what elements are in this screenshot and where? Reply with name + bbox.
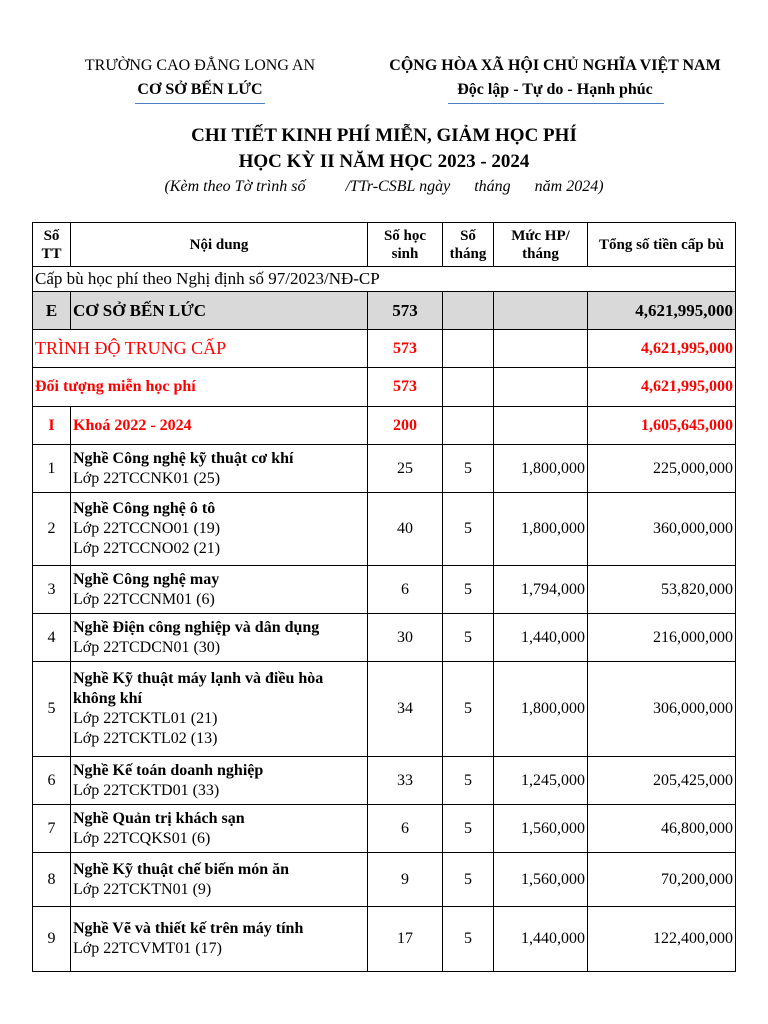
row-stt: 1: [33, 445, 71, 493]
row-months: 5: [443, 566, 494, 614]
national-motto: Độc lập - Tự do - Hạnh phúc: [457, 81, 653, 98]
campus-row-count: 573: [368, 292, 443, 330]
row-months: 5: [443, 662, 494, 757]
row-student-count: 6: [368, 566, 443, 614]
profession-name: Nghề Điện công nghiệp và dân dụng: [73, 618, 320, 636]
campus-name: CƠ SỞ BẾN LỨC: [137, 81, 263, 98]
cohort-row-months: [443, 407, 494, 445]
campus-underline: [135, 103, 265, 104]
row-total: 70,200,000: [588, 853, 736, 907]
col-header-stt: Số TT: [33, 223, 71, 267]
col-header-noi-dung: Nội dung: [71, 223, 368, 267]
subject-row: [33, 368, 736, 407]
level-row-total: 4,621,995,000: [588, 330, 736, 368]
table-row: [33, 662, 736, 757]
cohort-row-fee: [494, 407, 588, 445]
national-header: [368, 54, 742, 104]
class-name: Lớp 22TCCNK01 (25): [73, 469, 221, 487]
row-months: 5: [443, 493, 494, 566]
row-months: 5: [443, 907, 494, 972]
row-stt: 3: [33, 566, 71, 614]
row-monthly-fee: 1,800,000: [494, 493, 588, 566]
cohort-row-name: Khoá 2022 - 2024: [71, 407, 368, 445]
class-name: Lớp 22TCKTL01 (21): [73, 710, 218, 727]
class-name: Lớp 22TCDCN01 (30): [73, 638, 221, 656]
class-name: Lớp 22TCVMT01 (17): [73, 940, 222, 957]
row-total: 360,000,000: [588, 493, 736, 566]
row-content: [71, 907, 368, 972]
table-row: [33, 445, 736, 493]
row-student-count: 33: [368, 757, 443, 805]
table-row: [33, 566, 736, 614]
campus-row-stt: E: [33, 292, 71, 330]
row-months: 5: [443, 853, 494, 907]
row-monthly-fee: 1,245,000: [494, 757, 588, 805]
document-subtitle-term: HỌC KỲ II NĂM HỌC 2023 - 2024: [238, 151, 530, 172]
nation-name: CỘNG HÒA XÃ HỘI CHỦ NGHĨA VIỆT NAM: [389, 57, 721, 74]
table-row: [33, 614, 736, 662]
level-row: [33, 330, 736, 368]
profession-name: Nghề Công nghệ ô tô: [73, 500, 216, 517]
row-student-count: 30: [368, 614, 443, 662]
col-header-muc-hp: Mức HP/ tháng: [494, 223, 588, 267]
profession-name: Nghề Kỹ thuật máy lạnh và điều hòa không khí: [73, 670, 324, 707]
school-header: [60, 54, 340, 104]
table-row: [33, 757, 736, 805]
class-name: Lớp 22TCQKS01 (6): [73, 829, 211, 847]
profession-name: Nghề Kế toán doanh nghiệp: [73, 761, 264, 779]
row-content: [71, 566, 368, 614]
row-content: [71, 805, 368, 853]
row-stt: 8: [33, 853, 71, 907]
section-label: Cấp bù học phí theo Nghị định số 97/2023/NĐ-CP: [33, 267, 736, 292]
campus-row-name: CƠ SỞ BẾN LỨC: [71, 292, 368, 330]
row-content: [71, 757, 368, 805]
profession-name: Nghề Quản trị khách sạn: [73, 809, 245, 827]
row-content: [71, 853, 368, 907]
campus-row-total: 4,621,995,000: [588, 292, 736, 330]
row-total: 53,820,000: [588, 566, 736, 614]
motto-underline: [448, 103, 664, 104]
subject-row-total: 4,621,995,000: [588, 368, 736, 407]
row-monthly-fee: 1,800,000: [494, 445, 588, 493]
row-student-count: 17: [368, 907, 443, 972]
table-row: [33, 493, 736, 566]
row-total: 306,000,000: [588, 662, 736, 757]
document-title: CHI TIẾT KINH PHÍ MIỄN, GIẢM HỌC PHÍ: [191, 125, 577, 146]
row-months: 5: [443, 445, 494, 493]
subject-row-months: [443, 368, 494, 407]
subject-row-name: Đối tượng miễn học phí: [33, 368, 368, 407]
row-student-count: 9: [368, 853, 443, 907]
fee-detail-table: [32, 222, 736, 972]
row-total: 225,000,000: [588, 445, 736, 493]
reference-note-text: (Kèm theo Tờ trình số /TTr-CSBL ngày tháng năm 2024): [164, 178, 604, 195]
row-student-count: 34: [368, 662, 443, 757]
cohort-row-stt: I: [33, 407, 71, 445]
row-monthly-fee: 1,440,000: [494, 907, 588, 972]
row-monthly-fee: 1,794,000: [494, 566, 588, 614]
row-stt: 6: [33, 757, 71, 805]
level-row-fee: [494, 330, 588, 368]
document-reference-note: [0, 176, 768, 198]
row-total: 122,400,000: [588, 907, 736, 972]
col-header-so-hs: Số học sinh: [368, 223, 443, 267]
row-content: [71, 662, 368, 757]
row-total: 205,425,000: [588, 757, 736, 805]
row-content: [71, 445, 368, 493]
subject-row-fee: [494, 368, 588, 407]
subject-row-count: 573: [368, 368, 443, 407]
campus-row: [33, 292, 736, 330]
row-student-count: 25: [368, 445, 443, 493]
table-row: [33, 907, 736, 972]
row-monthly-fee: 1,560,000: [494, 805, 588, 853]
profession-name: Nghề Kỹ thuật chế biến món ăn: [73, 860, 290, 878]
section-row: [33, 267, 736, 292]
col-header-so-thang: Số tháng: [443, 223, 494, 267]
campus-row-fee: [494, 292, 588, 330]
class-name: Lớp 22TCKTN01 (9): [73, 880, 212, 898]
row-months: 5: [443, 805, 494, 853]
row-student-count: 40: [368, 493, 443, 566]
row-stt: 7: [33, 805, 71, 853]
row-total: 46,800,000: [588, 805, 736, 853]
level-row-name: TRÌNH ĐỘ TRUNG CẤP: [33, 330, 368, 368]
campus-row-months: [443, 292, 494, 330]
profession-name: Nghề Vẽ và thiết kế trên máy tính: [73, 920, 304, 937]
class-name: Lớp 22TCKTL02 (13): [73, 730, 218, 747]
profession-name: Nghề Công nghệ may: [73, 570, 220, 588]
cohort-row-total: 1,605,645,000: [588, 407, 736, 445]
profession-name: Nghề Công nghệ kỹ thuật cơ khí: [73, 449, 294, 467]
row-monthly-fee: 1,800,000: [494, 662, 588, 757]
class-name: Lớp 22TCCNO02 (21): [73, 540, 221, 557]
row-months: 5: [443, 614, 494, 662]
col-header-tong: Tổng số tiền cấp bù: [588, 223, 736, 267]
class-name: Lớp 22TCCNM01 (6): [73, 590, 215, 608]
level-row-months: [443, 330, 494, 368]
level-row-count: 573: [368, 330, 443, 368]
cohort-row: [33, 407, 736, 445]
table-row: [33, 805, 736, 853]
row-months: 5: [443, 757, 494, 805]
table-header-row: [33, 223, 736, 267]
row-monthly-fee: 1,440,000: [494, 614, 588, 662]
row-stt: 5: [33, 662, 71, 757]
row-content: [71, 493, 368, 566]
row-total: 216,000,000: [588, 614, 736, 662]
cohort-row-count: 200: [368, 407, 443, 445]
row-content: [71, 614, 368, 662]
row-stt: 4: [33, 614, 71, 662]
row-stt: 9: [33, 907, 71, 972]
row-student-count: 6: [368, 805, 443, 853]
table-row: [33, 853, 736, 907]
row-monthly-fee: 1,560,000: [494, 853, 588, 907]
school-name: TRƯỜNG CAO ĐẲNG LONG AN: [84, 57, 316, 74]
row-stt: 2: [33, 493, 71, 566]
class-name: Lớp 22TCKTD01 (33): [73, 781, 220, 799]
class-name: Lớp 22TCCNO01 (19): [73, 520, 221, 537]
